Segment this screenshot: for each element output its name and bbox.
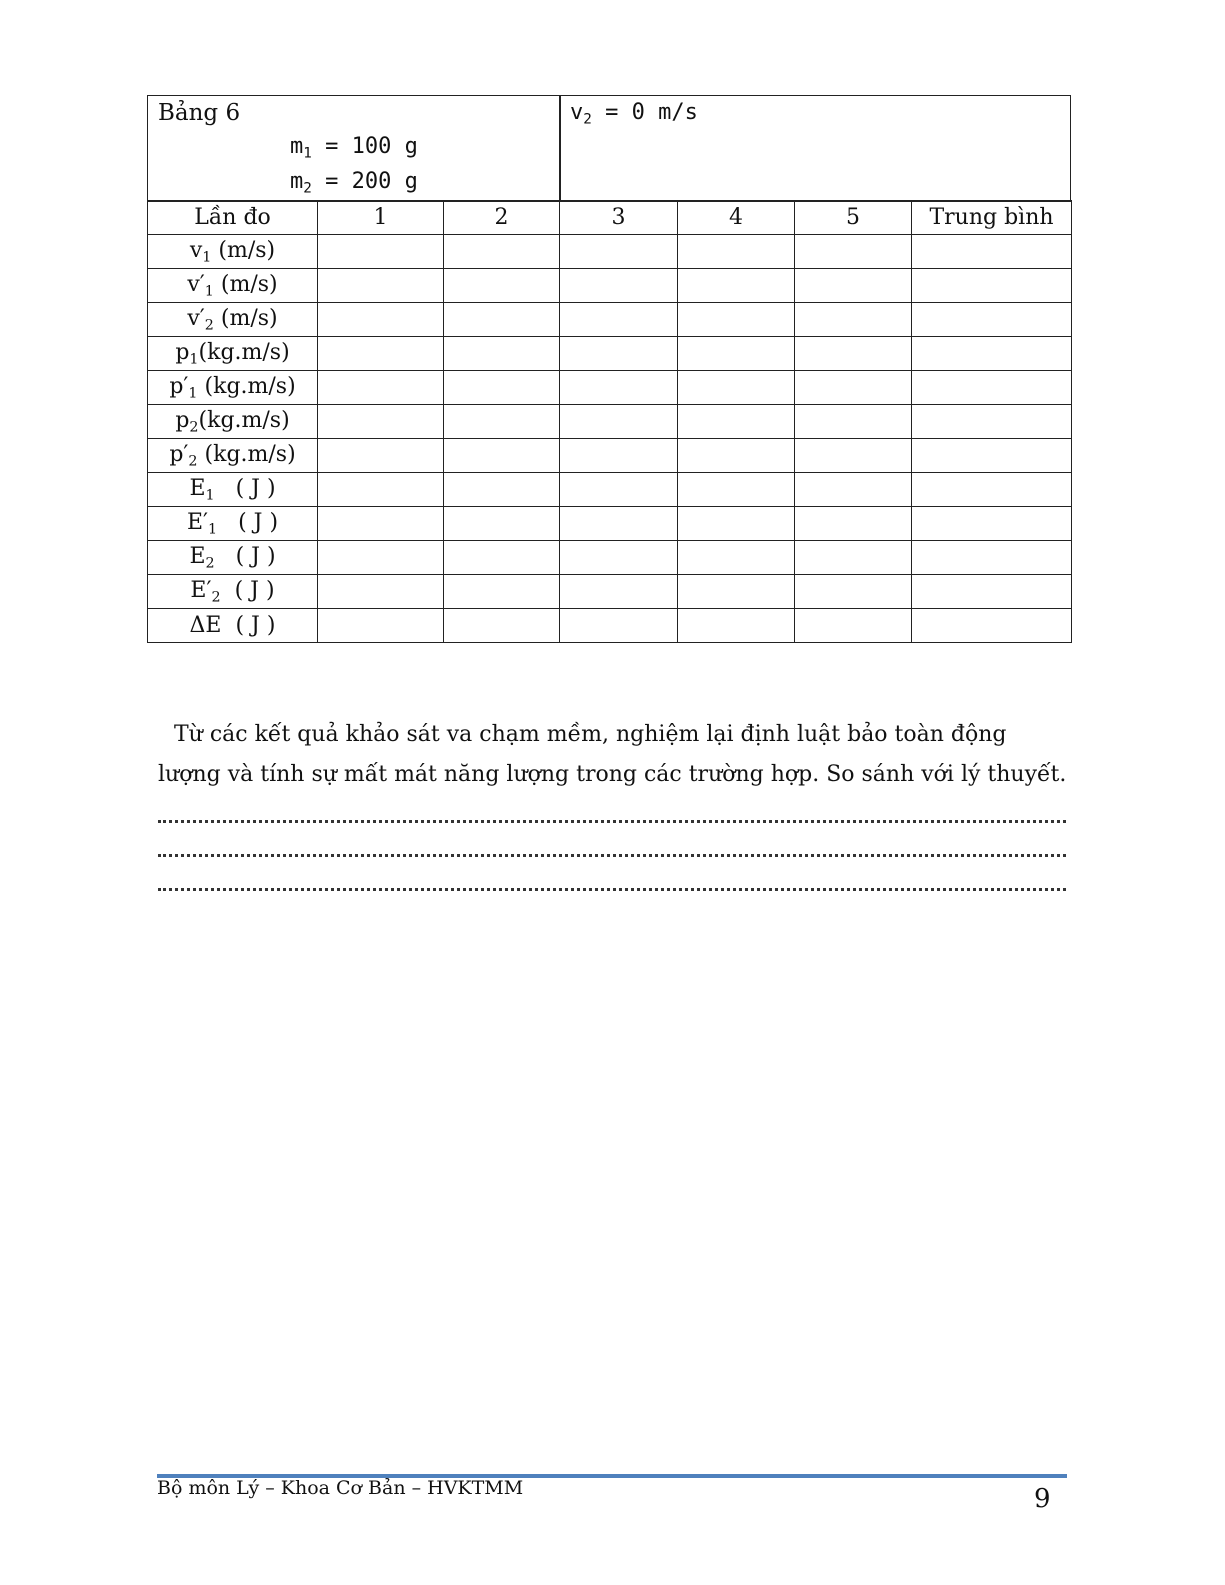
row-unit: ( J ) [214,475,276,501]
table-cell[interactable] [795,609,912,643]
row-symbol: E [189,543,206,569]
m1-value: = 100 g [311,134,418,159]
table-cell[interactable] [318,405,444,439]
row-symbol: v [187,271,200,297]
row-label [148,473,318,507]
row-subscript: 2 [188,453,198,470]
table-cell[interactable] [560,235,678,269]
mass-2-label [290,169,418,196]
row-symbol: E [189,475,206,501]
table-row [148,371,1072,405]
table-cell[interactable] [795,269,912,303]
row-label [148,337,318,371]
table-cell[interactable] [318,269,444,303]
table-cell[interactable] [560,337,678,371]
row-subscript: 1 [205,487,215,504]
table-cell[interactable] [912,473,1072,507]
table-cell[interactable] [318,507,444,541]
row-label [148,541,318,575]
table-cell[interactable] [318,371,444,405]
table-header-left [147,95,561,202]
row-unit: (m/s) [211,237,276,263]
table-cell[interactable] [912,507,1072,541]
m2-symbol: m [290,169,304,194]
table-cell[interactable] [795,541,912,575]
table-row [148,235,1072,269]
m1-subscript: 1 [303,145,312,162]
row-prime: ′ [203,509,208,535]
table-cell[interactable] [912,541,1072,575]
table-cell[interactable] [678,507,795,541]
row-symbol: v [187,305,200,331]
row-symbol: p [175,407,190,433]
table-cell[interactable] [444,303,560,337]
header-col-2: 2 [444,201,560,235]
table-cell[interactable] [678,609,795,643]
table-row [148,541,1072,575]
header-col-5: 5 [795,201,912,235]
row-prime: ′ [199,271,205,297]
header-col-4: 4 [678,201,795,235]
measurement-table [147,200,1072,643]
table-row [148,439,1072,473]
table-cell[interactable] [560,473,678,507]
table-cell[interactable] [560,439,678,473]
row-label [148,507,318,541]
table-cell[interactable] [912,235,1072,269]
v2-symbol: v [570,100,584,125]
row-label [148,235,318,269]
table-cell[interactable] [444,609,560,643]
table-cell[interactable] [912,303,1072,337]
table-cell[interactable] [912,337,1072,371]
header-col-3: 3 [560,201,678,235]
row-unit: ( J ) [221,613,276,638]
instruction-paragraph: Từ các kết quả khảo sát va chạm mềm, nghiệm lại định luật bảo toàn động lượng và tính sự mất mát năng lượng trong các trường hợp. So sánh với lý thuyết. [158,722,1067,787]
v2-value: = 0 m/s [591,100,698,125]
row-unit: ( J ) [214,543,276,569]
row-subscript: 1 [204,283,214,300]
table-cell[interactable] [560,303,678,337]
row-label [148,439,318,473]
row-prime: ′ [199,305,205,331]
answer-line[interactable] [158,810,1066,823]
table-cell[interactable] [318,575,444,609]
row-symbol: ΔE [189,613,222,638]
table-cell[interactable] [318,337,444,371]
table-cell[interactable] [912,405,1072,439]
table-row [148,473,1072,507]
table-cell[interactable] [678,541,795,575]
table-cell[interactable] [795,371,912,405]
v2-subscript: 2 [583,111,592,128]
table-cell[interactable] [560,507,678,541]
row-symbol: v [189,237,203,263]
table-title: Bảng 6 [158,100,241,126]
row-subscript: 1 [189,351,199,368]
table-cell[interactable] [678,269,795,303]
table-cell[interactable] [560,609,678,643]
table-cell[interactable] [444,541,560,575]
row-unit: ( J ) [217,509,279,535]
table-cell[interactable] [444,337,560,371]
row-label [148,405,318,439]
row-subscript: 1 [188,385,198,402]
row-subscript: 1 [202,249,212,266]
table-cell[interactable] [795,439,912,473]
table-cell[interactable] [318,473,444,507]
row-unit: (m/s) [213,271,278,297]
table-cell[interactable] [318,609,444,643]
table-cell[interactable] [795,303,912,337]
row-label [148,609,318,643]
table-cell[interactable] [912,609,1072,643]
m2-subscript: 2 [303,180,312,197]
table-cell[interactable] [444,439,560,473]
table-cell[interactable] [678,405,795,439]
table-cell[interactable] [444,405,560,439]
table-cell[interactable] [912,575,1072,609]
row-symbol: p [175,339,190,365]
row-unit: (kg.m/s) [197,441,296,467]
table-cell[interactable] [795,473,912,507]
row-subscript: 1 [208,521,218,538]
table-cell[interactable] [678,473,795,507]
row-unit: (kg.m/s) [197,373,296,399]
row-unit: (m/s) [213,305,278,331]
table-cell[interactable] [795,507,912,541]
table-cell[interactable] [912,439,1072,473]
table-cell[interactable] [318,303,444,337]
table-row [148,337,1072,371]
table-cell[interactable] [444,235,560,269]
table-header-row [148,201,1072,235]
table-cell[interactable] [318,541,444,575]
table-row [148,575,1072,609]
footer-text: Bộ môn Lý – Khoa Cơ Bản – HVKTMM [157,1477,524,1499]
row-symbol: p [169,441,184,467]
answer-line[interactable] [158,878,1066,891]
table-cell[interactable] [560,269,678,303]
table-row [148,609,1072,643]
table-header-box [147,95,1071,202]
table-cell[interactable] [678,371,795,405]
table-cell[interactable] [444,575,560,609]
table-cell[interactable] [678,337,795,371]
header-average: Trung bình [912,201,1072,235]
table-cell[interactable] [444,269,560,303]
table-cell[interactable] [795,337,912,371]
row-symbol: p [169,373,184,399]
table-cell[interactable] [795,235,912,269]
row-prime: ′ [206,577,212,603]
table-cell[interactable] [560,371,678,405]
page-number: 9 [1034,1484,1051,1514]
table-cell[interactable] [678,235,795,269]
row-symbol: E [190,577,207,603]
row-unit: (kg.m/s) [198,339,290,365]
row-subscript: 2 [204,317,214,334]
mass-1-label [290,134,418,161]
table-cell[interactable] [444,507,560,541]
table-cell[interactable] [444,371,560,405]
row-symbol: E [186,509,203,535]
row-prime: ′ [183,441,189,467]
m1-symbol: m [290,134,304,159]
table-cell[interactable] [795,575,912,609]
table-row [148,405,1072,439]
table-cell[interactable] [444,473,560,507]
table-cell[interactable] [678,303,795,337]
table-cell[interactable] [912,269,1072,303]
header-measurement: Lần đo [148,201,318,235]
answer-line[interactable] [158,844,1066,857]
row-prime: ′ [183,373,189,399]
header-col-1: 1 [318,201,444,235]
row-unit: (kg.m/s) [198,407,290,433]
row-subscript: 2 [211,589,221,606]
row-label [148,575,318,609]
table-cell[interactable] [560,575,678,609]
table-cell[interactable] [795,405,912,439]
table-cell[interactable] [678,575,795,609]
table-cell[interactable] [318,235,444,269]
table-cell[interactable] [678,439,795,473]
row-label [148,269,318,303]
row-label [148,371,318,405]
table-row [148,507,1072,541]
table-cell[interactable] [318,439,444,473]
row-subscript: 2 [205,555,215,572]
table-cell[interactable] [560,541,678,575]
row-label [148,303,318,337]
row-subscript: 2 [189,419,199,436]
table-cell[interactable] [912,371,1072,405]
row-unit: ( J ) [220,577,275,603]
v2-label [570,100,698,127]
table-row [148,269,1072,303]
table-cell[interactable] [560,405,678,439]
table-row [148,303,1072,337]
table-header-right [559,95,1071,202]
m2-value: = 200 g [311,169,418,194]
